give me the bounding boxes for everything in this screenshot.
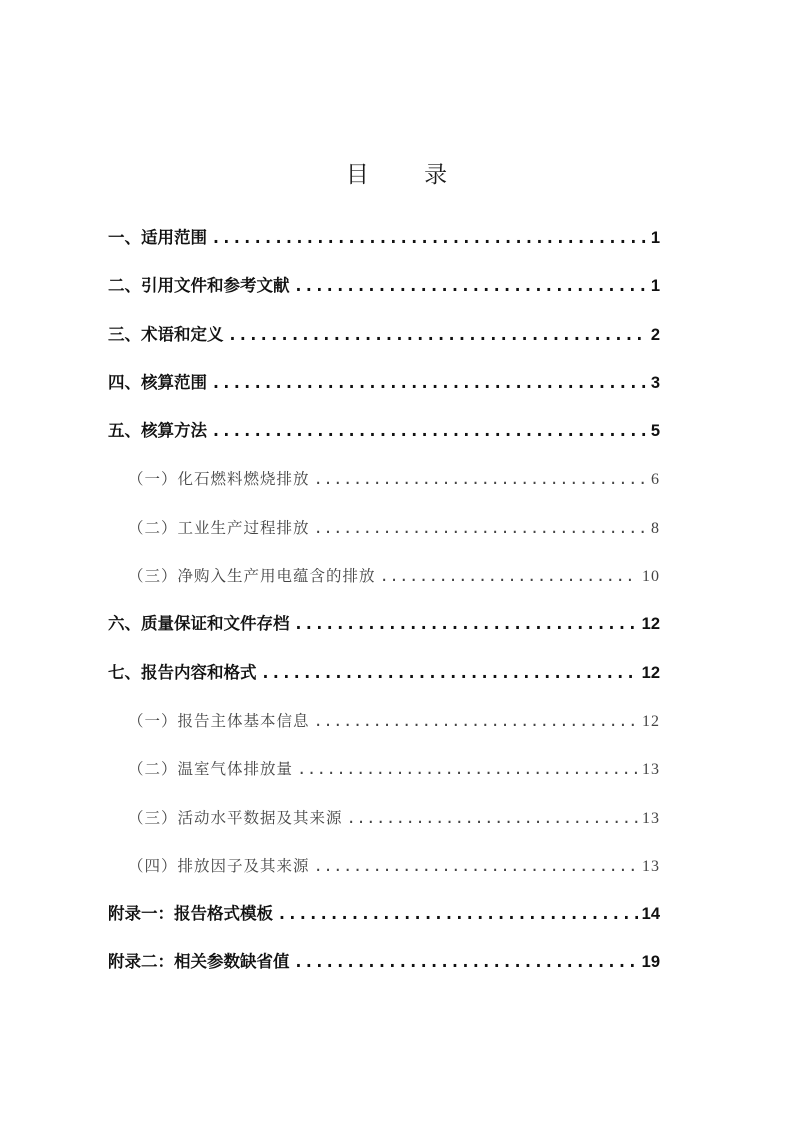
toc-subentry[interactable] (108, 512, 660, 560)
toc-page-number: 13 (642, 857, 660, 875)
toc-entry-label: （二）温室气体排放量 (128, 760, 294, 779)
toc-entry[interactable] (108, 898, 660, 946)
toc-entry-label: （三）活动水平数据及其来源 (128, 808, 343, 827)
toc-entry-label: （四）排放因子及其来源 (128, 856, 310, 875)
toc-entry-label: 二、引用文件和参考文献 (108, 276, 290, 296)
toc-entry-label: 附录一：报告格式模板 (108, 904, 273, 924)
toc-entry-label: （一）报告主体基本信息 (128, 711, 310, 730)
toc-entry[interactable] (108, 415, 660, 463)
toc-entry[interactable] (108, 657, 660, 705)
toc-entry-label: 四、核算范围 (108, 372, 207, 392)
toc-entry[interactable] (108, 367, 660, 415)
toc-page-number: 19 (641, 953, 660, 972)
toc-page-number: 10 (642, 568, 660, 586)
toc-dot-leader (294, 270, 647, 302)
toc-dot-leader (211, 415, 647, 447)
toc-dot-leader (294, 608, 638, 640)
toc-entry[interactable] (108, 946, 660, 994)
toc-dot-leader (228, 319, 647, 351)
table-of-contents (108, 222, 660, 995)
toc-dot-leader (314, 850, 638, 882)
toc-subentry[interactable] (108, 560, 660, 608)
toc-entry-label: 六、质量保证和文件存档 (108, 614, 290, 634)
toc-dot-leader (314, 463, 647, 495)
toc-page-number: 13 (642, 761, 660, 779)
toc-entry-label: 七、报告内容和格式 (108, 662, 257, 682)
toc-entry[interactable] (108, 222, 660, 270)
toc-entry-label: 三、术语和定义 (108, 324, 224, 344)
toc-page-number: 5 (650, 422, 660, 441)
toc-dot-leader (294, 946, 638, 978)
toc-page-number: 6 (651, 471, 660, 489)
toc-entry-label: 附录二：相关参数缺省值 (108, 952, 290, 972)
toc-dot-leader (277, 898, 638, 930)
toc-subentry[interactable] (108, 850, 660, 898)
toc-dot-leader (380, 560, 638, 592)
toc-page-number: 12 (641, 663, 660, 682)
page-title: 目 录 (345, 162, 472, 188)
toc-dot-leader (211, 222, 647, 254)
toc-entry[interactable] (108, 319, 660, 367)
toc-entry-label: 一、适用范围 (108, 228, 207, 247)
toc-entry-label: （二）工业生产过程排放 (128, 518, 310, 537)
toc-page-number: 12 (641, 615, 660, 634)
toc-subentry[interactable] (108, 753, 660, 801)
toc-entry-label: （三）净购入生产用电蕴含的排放 (128, 567, 376, 586)
toc-entry[interactable] (108, 270, 660, 318)
toc-subentry[interactable] (108, 802, 660, 850)
toc-subentry[interactable] (108, 705, 660, 753)
toc-page-number: 14 (641, 905, 660, 924)
toc-page-number: 8 (651, 519, 660, 537)
toc-dot-leader (347, 802, 638, 834)
toc-page-number: 12 (642, 712, 660, 730)
toc-entry-label: 五、核算方法 (108, 421, 207, 441)
toc-entry-label: （一）化石燃料燃烧排放 (128, 470, 310, 489)
toc-dot-leader (314, 705, 638, 737)
toc-page-number: 3 (650, 373, 660, 392)
toc-page-number: 2 (650, 325, 660, 344)
toc-dot-leader (314, 512, 647, 544)
toc-entry[interactable] (108, 608, 660, 656)
toc-page-number: 1 (650, 229, 660, 247)
toc-dot-leader (297, 753, 638, 785)
toc-dot-leader (211, 367, 647, 399)
toc-subentry[interactable] (108, 463, 660, 511)
toc-dot-leader (261, 657, 638, 689)
toc-page-number: 13 (642, 809, 660, 827)
toc-page-number: 1 (650, 277, 660, 296)
